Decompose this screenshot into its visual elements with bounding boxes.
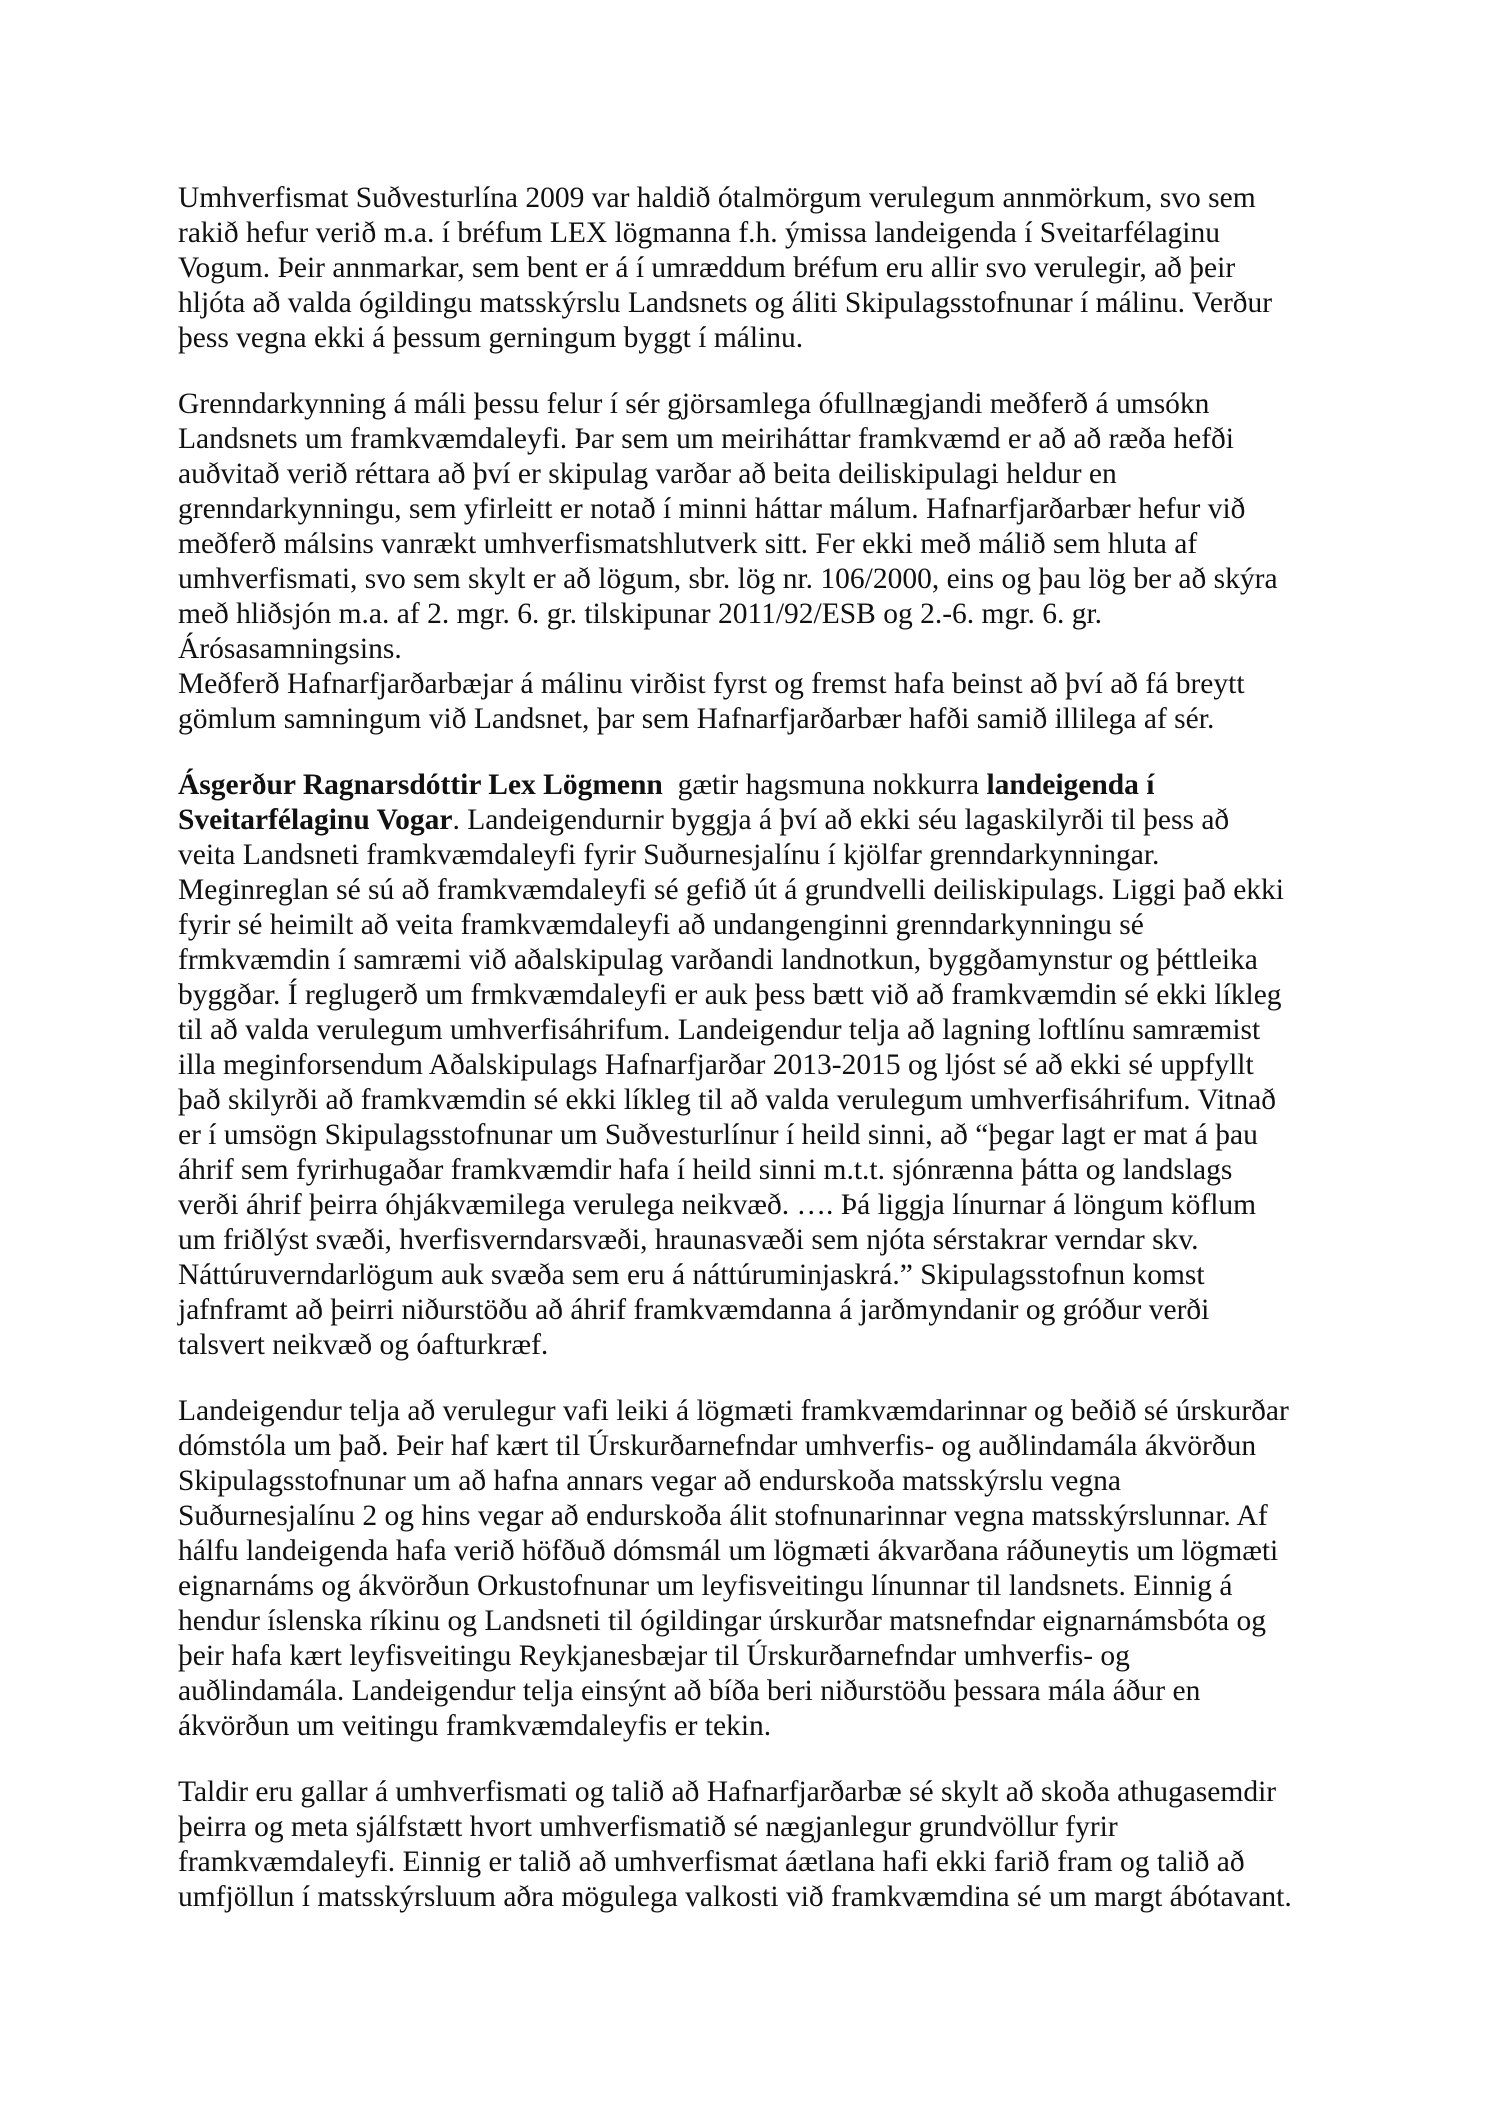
paragraph-line: Náttúruverndarlögum auk svæða sem eru á náttúruminjaskrá.” Skipulagsstofnun komst [178, 1259, 1205, 1291]
municipality-bold: Sveitarfélaginu Vogar [178, 804, 453, 836]
paragraph-line: Landeigendur telja að verulegur vafi leiki á lögmæti framkvæmdarinnar og beðið sé úrskurðar [178, 1395, 1289, 1427]
paragraph-line: jafnframt að þeirri niðurstöðu að áhrif framkvæmdanna á jarðmyndanir og gróður verði [178, 1294, 1210, 1326]
paragraph-line [178, 803, 1358, 838]
paragraph-line: auðvitað verið réttara að því er skipulag varðar að beita deiliskipulagi heldur en [178, 458, 1117, 490]
paragraph-line [178, 768, 1358, 803]
paragraph-legal-uncertainty [178, 1394, 1358, 1744]
paragraph-line: Taldir eru gallar á umhverfismati og talið að Hafnarfjarðarbæ sé skylt að skoða athugasemdir [178, 1776, 1277, 1808]
paragraph-line: hendur íslenska ríkinu og Landsneti til ógildingar úrskurðar matsnefndar eignarnámsbóta og [178, 1605, 1266, 1637]
paragraph-line: er í umsögn Skipulagsstofnunar um Suðvesturlínur í heild sinni, að “þegar lagt er mat á þau [178, 1119, 1258, 1151]
paragraph-lines [178, 838, 1358, 1363]
paragraph-line: fyrir sé heimilt að veita framkvæmdaleyfi að undangenginni grenndarkynningu sé [178, 909, 1144, 941]
paragraph-line: dómstóla um það. Þeir haf kært til Úrskurðarnefndar umhverfis- og auðlindamála ákvörðun [178, 1430, 1257, 1462]
paragraph-line: Suðurnesjalínu 2 og hins vegar að endurskoða álit stofnunarinnar vegna matsskýrslunnar. Af [178, 1500, 1268, 1532]
paragraph-line: auðlindamála. Landeigendur telja einsýnt að bíða beri niðurstöðu þessara mála áður en [178, 1675, 1201, 1707]
paragraph-line: frmkvæmdin í samræmi við aðalskipulag varðandi landnotkun, byggðamynstur og þéttleika [178, 944, 1258, 976]
paragraph-line: gömlum samningum við Landsnet, þar sem Hafnarfjarðarbær hafði samið illilega af sér. [178, 703, 1215, 735]
paragraph-line: talsvert neikvæð og óafturkræf. [178, 1329, 549, 1361]
paragraph-line: umfjöllun í matsskýrsluum aðra mögulega valkosti við framkvæmdina sé um margt ábótavant. [178, 1881, 1292, 1913]
paragraph-environmental-assessment [178, 181, 1358, 356]
paragraph-line: illa meginforsendum Aðalskipulags Hafnarfjarðar 2013-2015 og ljóst sé að ekki sé uppfyllt [178, 1049, 1254, 1081]
paragraph-line: þess vegna ekki á þessum gerningum byggt í málinu. [178, 322, 804, 354]
paragraph-line: Vogum. Þeir annmarkar, sem bent er á í umræddum bréfum eru allir svo verulegir, að þeir [178, 252, 1236, 284]
paragraph-line: Árósasamningsins. [178, 633, 402, 665]
paragraph-line: framkvæmdaleyfi. Einnig er talið að umhverfismat áætlana hafi ekki farið fram og talið að [178, 1846, 1245, 1878]
paragraph-line: með hliðsjón m.a. af 2. mgr. 6. gr. tilskipunar 2011/92/ESB og 2.-6. mgr. 6. gr. [178, 598, 1103, 630]
paragraph-line: þeirra og meta sjálfstætt hvort umhverfismatið sé nægjanlegur grundvöllur fyrir [178, 1811, 1118, 1843]
paragraph-neighbourhood-notice [178, 387, 1358, 737]
paragraph-line: verði áhrif þeirra óhjákvæmilega verulega neikvæð. …. Þá liggja línurnar á löngum köflum [178, 1189, 1257, 1221]
paragraph-line: eignarnáms og ákvörðun Orkustofnunar um leyfisveitingu línunnar til landsnets. Einnig á [178, 1570, 1233, 1602]
paragraph-line: áhrif sem fyrirhugaðar framkvæmdir hafa í heild sinni m.t.t. sjónrænna þátta og landslags [178, 1154, 1233, 1186]
lawyer-name: Ásgerður Ragnarsdóttir Lex Lögmenn [178, 769, 663, 801]
paragraph-line: Umhverfismat Suðvesturlína 2009 var haldið ótalmörgum verulegum annmörkum, svo sem [178, 182, 1256, 214]
paragraph-line: Landsnets um framkvæmdaleyfi. Þar sem um meiriháttar framkvæmd er að að ræða hefði [178, 423, 1234, 455]
paragraph-line: um friðlýst svæði, hverfisverndarsvæði, hraunasvæði sem njóta sérstakrar verndar skv. [178, 1224, 1199, 1256]
document-page [178, 181, 1358, 1946]
paragraph-line: veita Landsneti framkvæmdaleyfi fyrir Suðurnesjalínu í kjölfar grenndarkynningar. [178, 839, 1160, 871]
text-segment: . Landeigendurnir byggja á því að ekki séu lagaskilyrði til þess að [452, 804, 1230, 836]
paragraph-line: Meðferð Hafnarfjarðarbæjar á málinu virðist fyrst og fremst hafa beinst að því að fá breytt [178, 668, 1245, 700]
landowners-bold: landeigenda í [986, 769, 1155, 801]
paragraph-line: grenndarkynningu, sem yfirleitt er notað í minni háttar málum. Hafnarfjarðarbær hefur við [178, 493, 1246, 525]
text-segment: gætir hagsmuna nokkurra [662, 769, 987, 801]
paragraph-line: Skipulagsstofnunar um að hafna annars vegar að endurskoða matsskýrslu vegna [178, 1465, 1121, 1497]
paragraph-line: þeir hafa kært leyfisveitingu Reykjanesbæjar til Úrskurðarnefndar umhverfis- og [178, 1640, 1130, 1672]
paragraph-line: hálfu landeigenda hafa verið höfðuð dómsmál um lögmæti ákvarðana ráðuneytis um lögmæti [178, 1535, 1279, 1567]
paragraph-line: byggðar. Í reglugerð um frmkvæmdaleyfi er auk þess bætt við að framkvæmdin sé ekki líkleg [178, 979, 1282, 1011]
paragraph-line: Grenndarkynning á máli þessu felur í sér gjörsamlega ófullnægjandi meðferð á umsókn [178, 388, 1210, 420]
paragraph-line: rakið hefur verið m.a. í bréfum LEX lögmanna f.h. ýmissa landeigenda í Sveitarfélaginu [178, 217, 1221, 249]
paragraph-line: hljóta að valda ógildingu matsskýrslu Landsnets og áliti Skipulagsstofnunar í málinu. Verður [178, 287, 1273, 319]
paragraph-lex-landowners [178, 768, 1358, 1363]
paragraph-line: til að valda verulegum umhverfisáhrifum. Landeigendur telja að lagning loftlínu samræmist [178, 1014, 1261, 1046]
paragraph-line: Meginreglan sé sú að framkvæmdaleyfi sé gefið út á grundvelli deiliskipulags. Liggi það ekki [178, 874, 1284, 906]
paragraph-line: umhverfismati, svo sem skylt er að lögum, sbr. lög nr. 106/2000, eins og þau lög ber að skýra [178, 563, 1278, 595]
paragraph-line: meðferð málsins vanrækt umhverfismatshlutverk sitt. Fer ekki með málið sem hluta af [178, 528, 1198, 560]
paragraph-line: það skilyrði að framkvæmdin sé ekki líkleg til að valda verulegum umhverfisáhrifum. Vitnað [178, 1084, 1276, 1116]
paragraph-line: ákvörðun um veitingu framkvæmdaleyfis er tekin. [178, 1710, 772, 1742]
paragraph-assessment-flaws [178, 1775, 1358, 1915]
